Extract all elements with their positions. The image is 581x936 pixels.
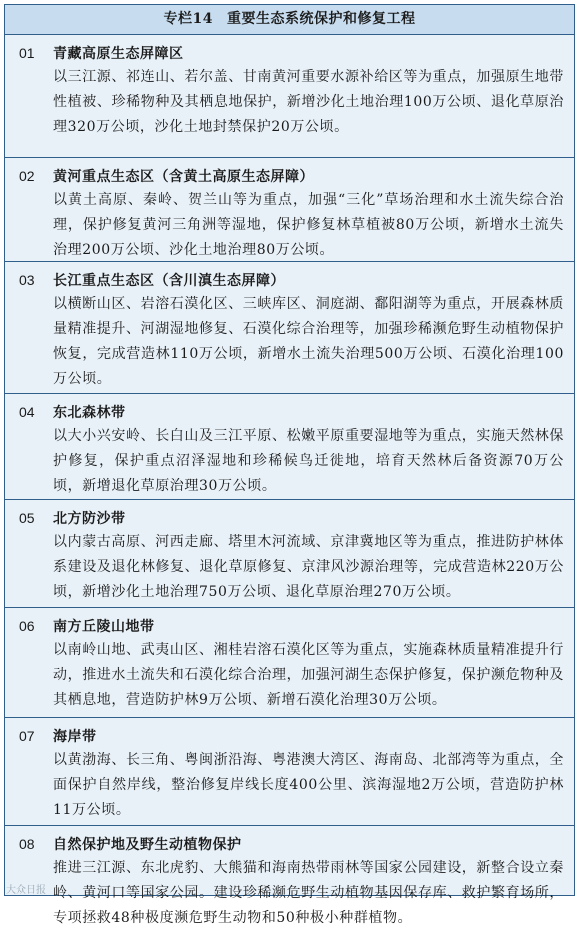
section-body: 以黄土高原、秦岭、贺兰山等为重点，加强“三化”草场治理和水土流失综合治理，保护修复黄河三角洲等湿地，保护修复林草植被80万公顷，新增水土流失治理200万公顷、沙化土地治理80万公顷。	[53, 188, 564, 263]
section-06	[5, 613, 574, 718]
section-03	[5, 267, 574, 394]
section-title: 海岸带	[53, 726, 97, 746]
section-02	[5, 163, 574, 262]
section-body: 以南岭山地、武夷山区、湘桂岩溶石漠化区等为重点，实施森林质量精准提升行动，推进水土流失和石漠化综合治理，加强河湖生态保护修复，保护濒危物种及其栖息地，营造防护林9万公顷、新增石漠化治理30万公顷。	[53, 638, 564, 713]
section-number: 02	[5, 168, 53, 184]
section-number: 05	[5, 510, 53, 526]
section-number: 06	[5, 618, 53, 634]
section-body: 以大小兴安岭、长白山及三江平原、松嫩平原重要湿地等为重点，实施天然林保护修复，保护重点沼泽湿地和珍稀候鸟迁徙地，培育天然林后备资源70万公顷，新增退化草原治理30万公顷。	[53, 424, 564, 499]
section-title: 黄河重点生态区（含黄土高原生态屏障）	[53, 166, 314, 186]
section-title: 青藏高原生态屏障区	[53, 43, 184, 63]
section-number: 08	[5, 836, 53, 852]
section-body: 以内蒙古高原、河西走廊、塔里木河流域、京津冀地区等为重点，推进防护林体系建设及退化林修复、退化草原修复、京津风沙源治理等，完成营造林220万公顷，新增沙化土地治理750万公顷、退化草原治理270万公顷。	[53, 530, 564, 605]
section-body: 以黄渤海、长三角、粤闽浙沿海、粤港澳大湾区、海南岛、北部湾等为重点，全面保护自然岸线，整治修复岸线长度400公里、滨海湿地2万公顷，营造防护林11万公顷。	[53, 748, 564, 823]
section-07	[5, 723, 574, 826]
section-01	[5, 40, 574, 158]
section-08	[5, 831, 574, 936]
section-title: 北方防沙带	[53, 508, 126, 528]
section-04	[5, 399, 574, 500]
column-header	[5, 5, 574, 35]
section-05	[5, 505, 574, 608]
section-body: 以横断山区、岩溶石漠化区、三峡库区、洞庭湖、鄱阳湖等为重点，开展森林质量精准提升、河湖湿地修复、石漠化综合治理等，加强珍稀濒危野生动植物保护恢复，完成营造林110万公顷，新增水土流失治理500万公顷、石漠化治理100万公顷。	[53, 292, 564, 392]
column-label: 专栏14	[164, 11, 213, 27]
section-body: 推进三江源、东北虎豹、大熊猫和海南热带雨林等国家公园建设，新整合设立秦岭、黄河口等国家公园。建设珍稀濒危野生动植物基因保存库、救护繁育场所，专项拯救48种极度濒危野生动物和50种极小种群植物。	[53, 856, 564, 931]
section-number: 07	[5, 728, 53, 744]
section-title: 东北森林带	[53, 402, 126, 422]
section-number: 03	[5, 272, 53, 288]
column-title: 重要生态系统保护和修复工程	[227, 11, 416, 27]
section-body: 以三江源、祁连山、若尔盖、甘南黄河重要水源补给区等为重点，加强原生地带性植被、珍稀物种及其栖息地保护，新增沙化土地治理100万公顷、退化草原治理320万公顷，沙化土地封禁保护20万公顷。	[53, 65, 564, 140]
section-number: 01	[5, 45, 53, 61]
section-title: 南方丘陵山地带	[53, 616, 155, 636]
section-title: 自然保护地及野生动植物保护	[53, 834, 242, 854]
section-title: 长江重点生态区（含川滇生态屏障）	[53, 270, 285, 290]
section-number: 04	[5, 404, 53, 420]
watermark: 大众日报	[6, 881, 46, 896]
column-box	[4, 4, 575, 896]
